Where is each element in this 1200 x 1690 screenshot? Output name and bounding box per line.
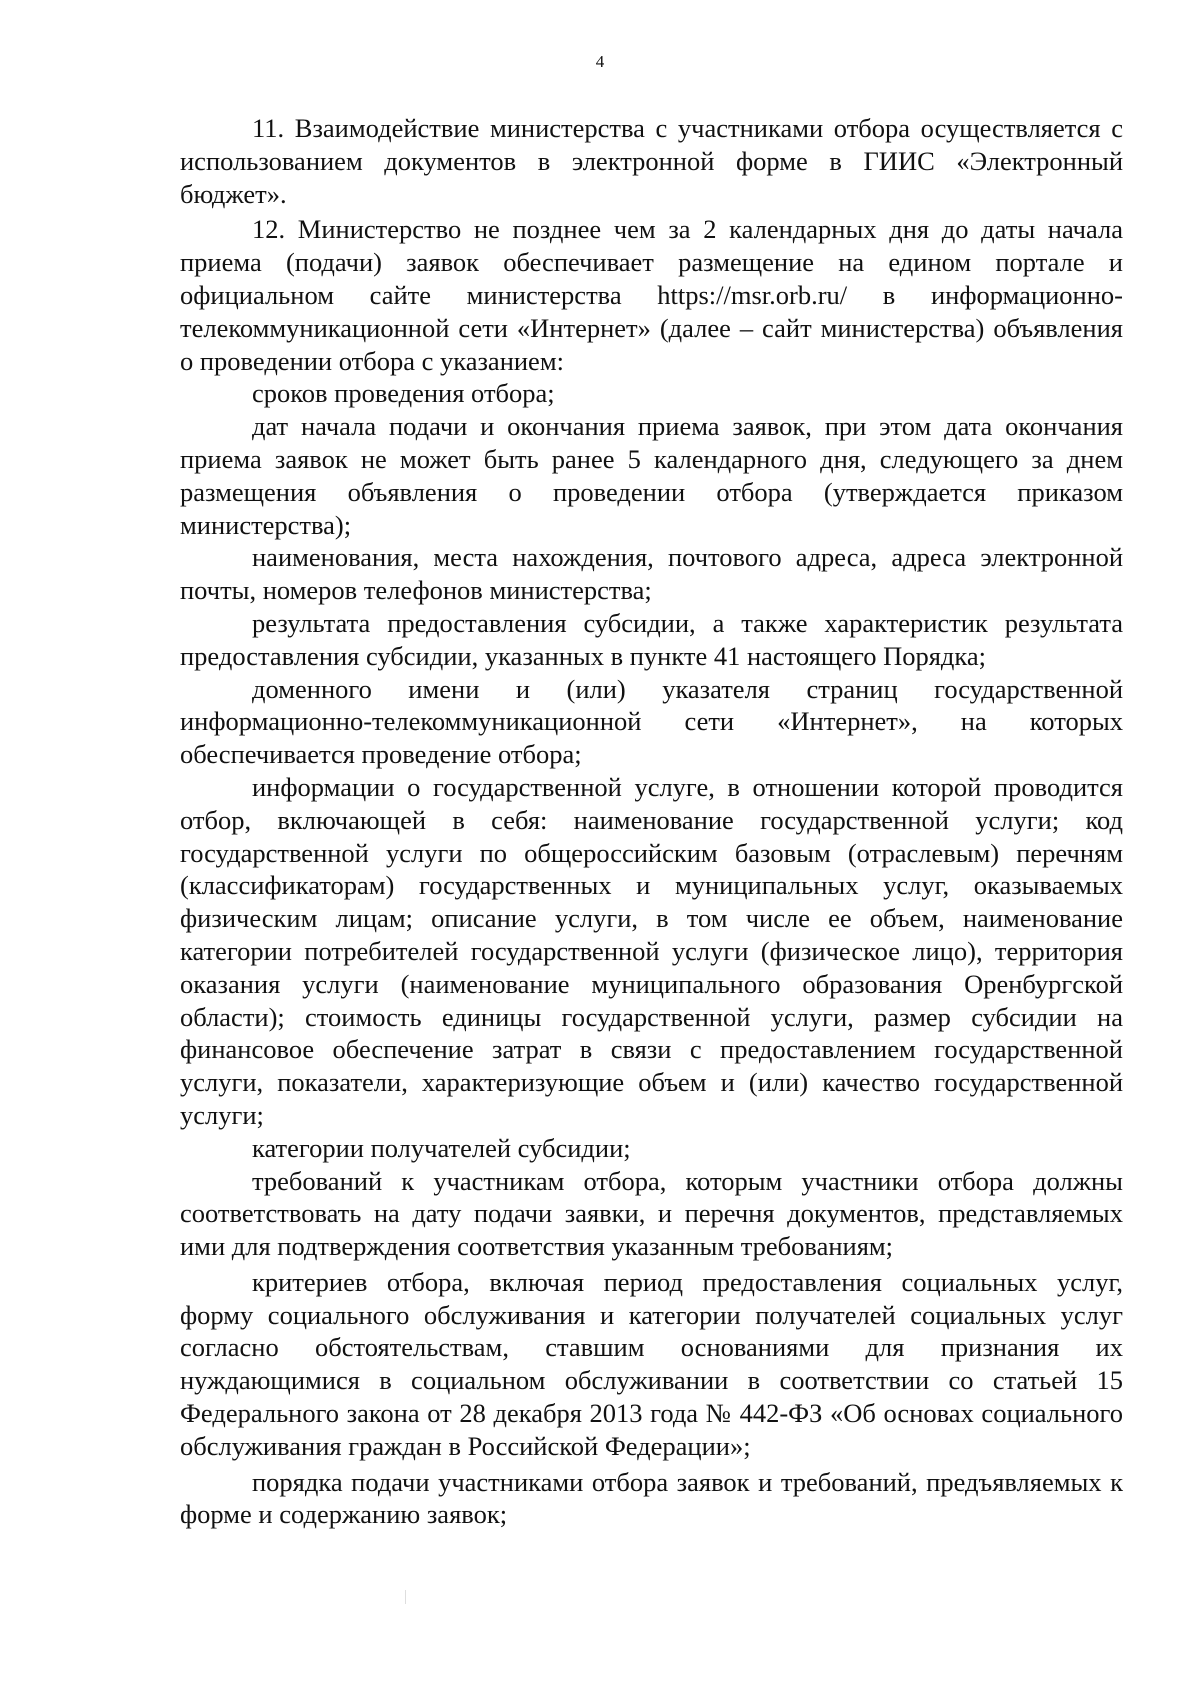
list-item-subsidy-result: результата предоставления субсидии, а также характеристик результата предоставления субсидии, указанных в пункте 41 настоящего Порядка; [180, 607, 1123, 671]
list-item-participant-requirements: требований к участникам отбора, которым участники отбора должны соответствовать на дату подачи заявки, и перечня документов, представляемых ими для подтверждения соответствия указанным требованиям; [180, 1165, 1123, 1262]
page-number: 4 [595, 52, 605, 71]
document-body [180, 112, 1123, 1531]
list-item-application-procedure: порядка подачи участниками отбора заявок и требований, предъявляемых к форме и содержанию заявок; [180, 1466, 1123, 1530]
list-item-selection-criteria: критериев отбора, включая период предоставления социальных услуг, форму социального обслуживания и категории получателей социальных услуг согласно обстоятельствам, ставшим основаниями для признания их нуждающимися в социальном обслуживании в соответствии со статьей 15 Федерального закона от 28 декабря 2013 года № 442-ФЗ «Об основах социального обслуживания граждан в Российской Федерации»; [180, 1266, 1123, 1461]
list-item-application-dates: дат начала подачи и окончания приема заявок, при этом дата окончания приема заявок не может быть ранее 5 календарного дня, следующего за днем размещения объявления о проведении отбора (утверждается приказом министерства); [180, 411, 1123, 540]
list-item-recipient-categories: категории получателей субсидии; [252, 1132, 631, 1163]
paragraph-item-12: 12. Министерство не позднее чем за 2 календарных дня до даты начала приема (подачи) заявок обеспечивает размещение на едином портале и официальном сайте министерства https://msr.orb.ru/ в информационно-телекоммуникационной сети «Интернет» (далее – сайт министерства) объявления о проведении отбора с указанием: [180, 214, 1123, 376]
list-item-domain-name: доменного имени и (или) указателя страниц государственной информационно-телекоммуникационной сети «Интернет», на которых обеспечивается проведение отбора; [180, 673, 1123, 770]
list-item-service-information: информации о государственной услуге, в отношении которой проводится отбор, включающей в себя: наименование государственной услуги; код государственной услуги по общероссийским базовым (отраслевым) перечням (классификаторам) государственных и муниципальных услуг, оказываемых физическим лицам; описание услуги, в том числе ее объем, наименование категории потребителей государственной услуги (физическое лицо), территория оказания услуги (наименование муниципального образования Оренбургской области); стоимость единицы государственной услуги, размер субсидии на финансовое обеспечение затрат в связи с предоставлением государственной услуги, показатели, характеризующие объем и (или) качество государственной услуги; [180, 771, 1123, 1130]
list-item-selection-dates: сроков проведения отбора; [252, 378, 555, 409]
list-item-ministry-contacts: наименования, места нахождения, почтового адреса, адреса электронной почты, номеров телефонов министерства; [180, 542, 1123, 606]
scan-artifact [405, 1590, 406, 1604]
paragraph-item-11: 11. Взаимодействие министерства с участниками отбора осуществляется с использованием документов в электронной форме в ГИИС «Электронный бюджет». [180, 113, 1123, 209]
